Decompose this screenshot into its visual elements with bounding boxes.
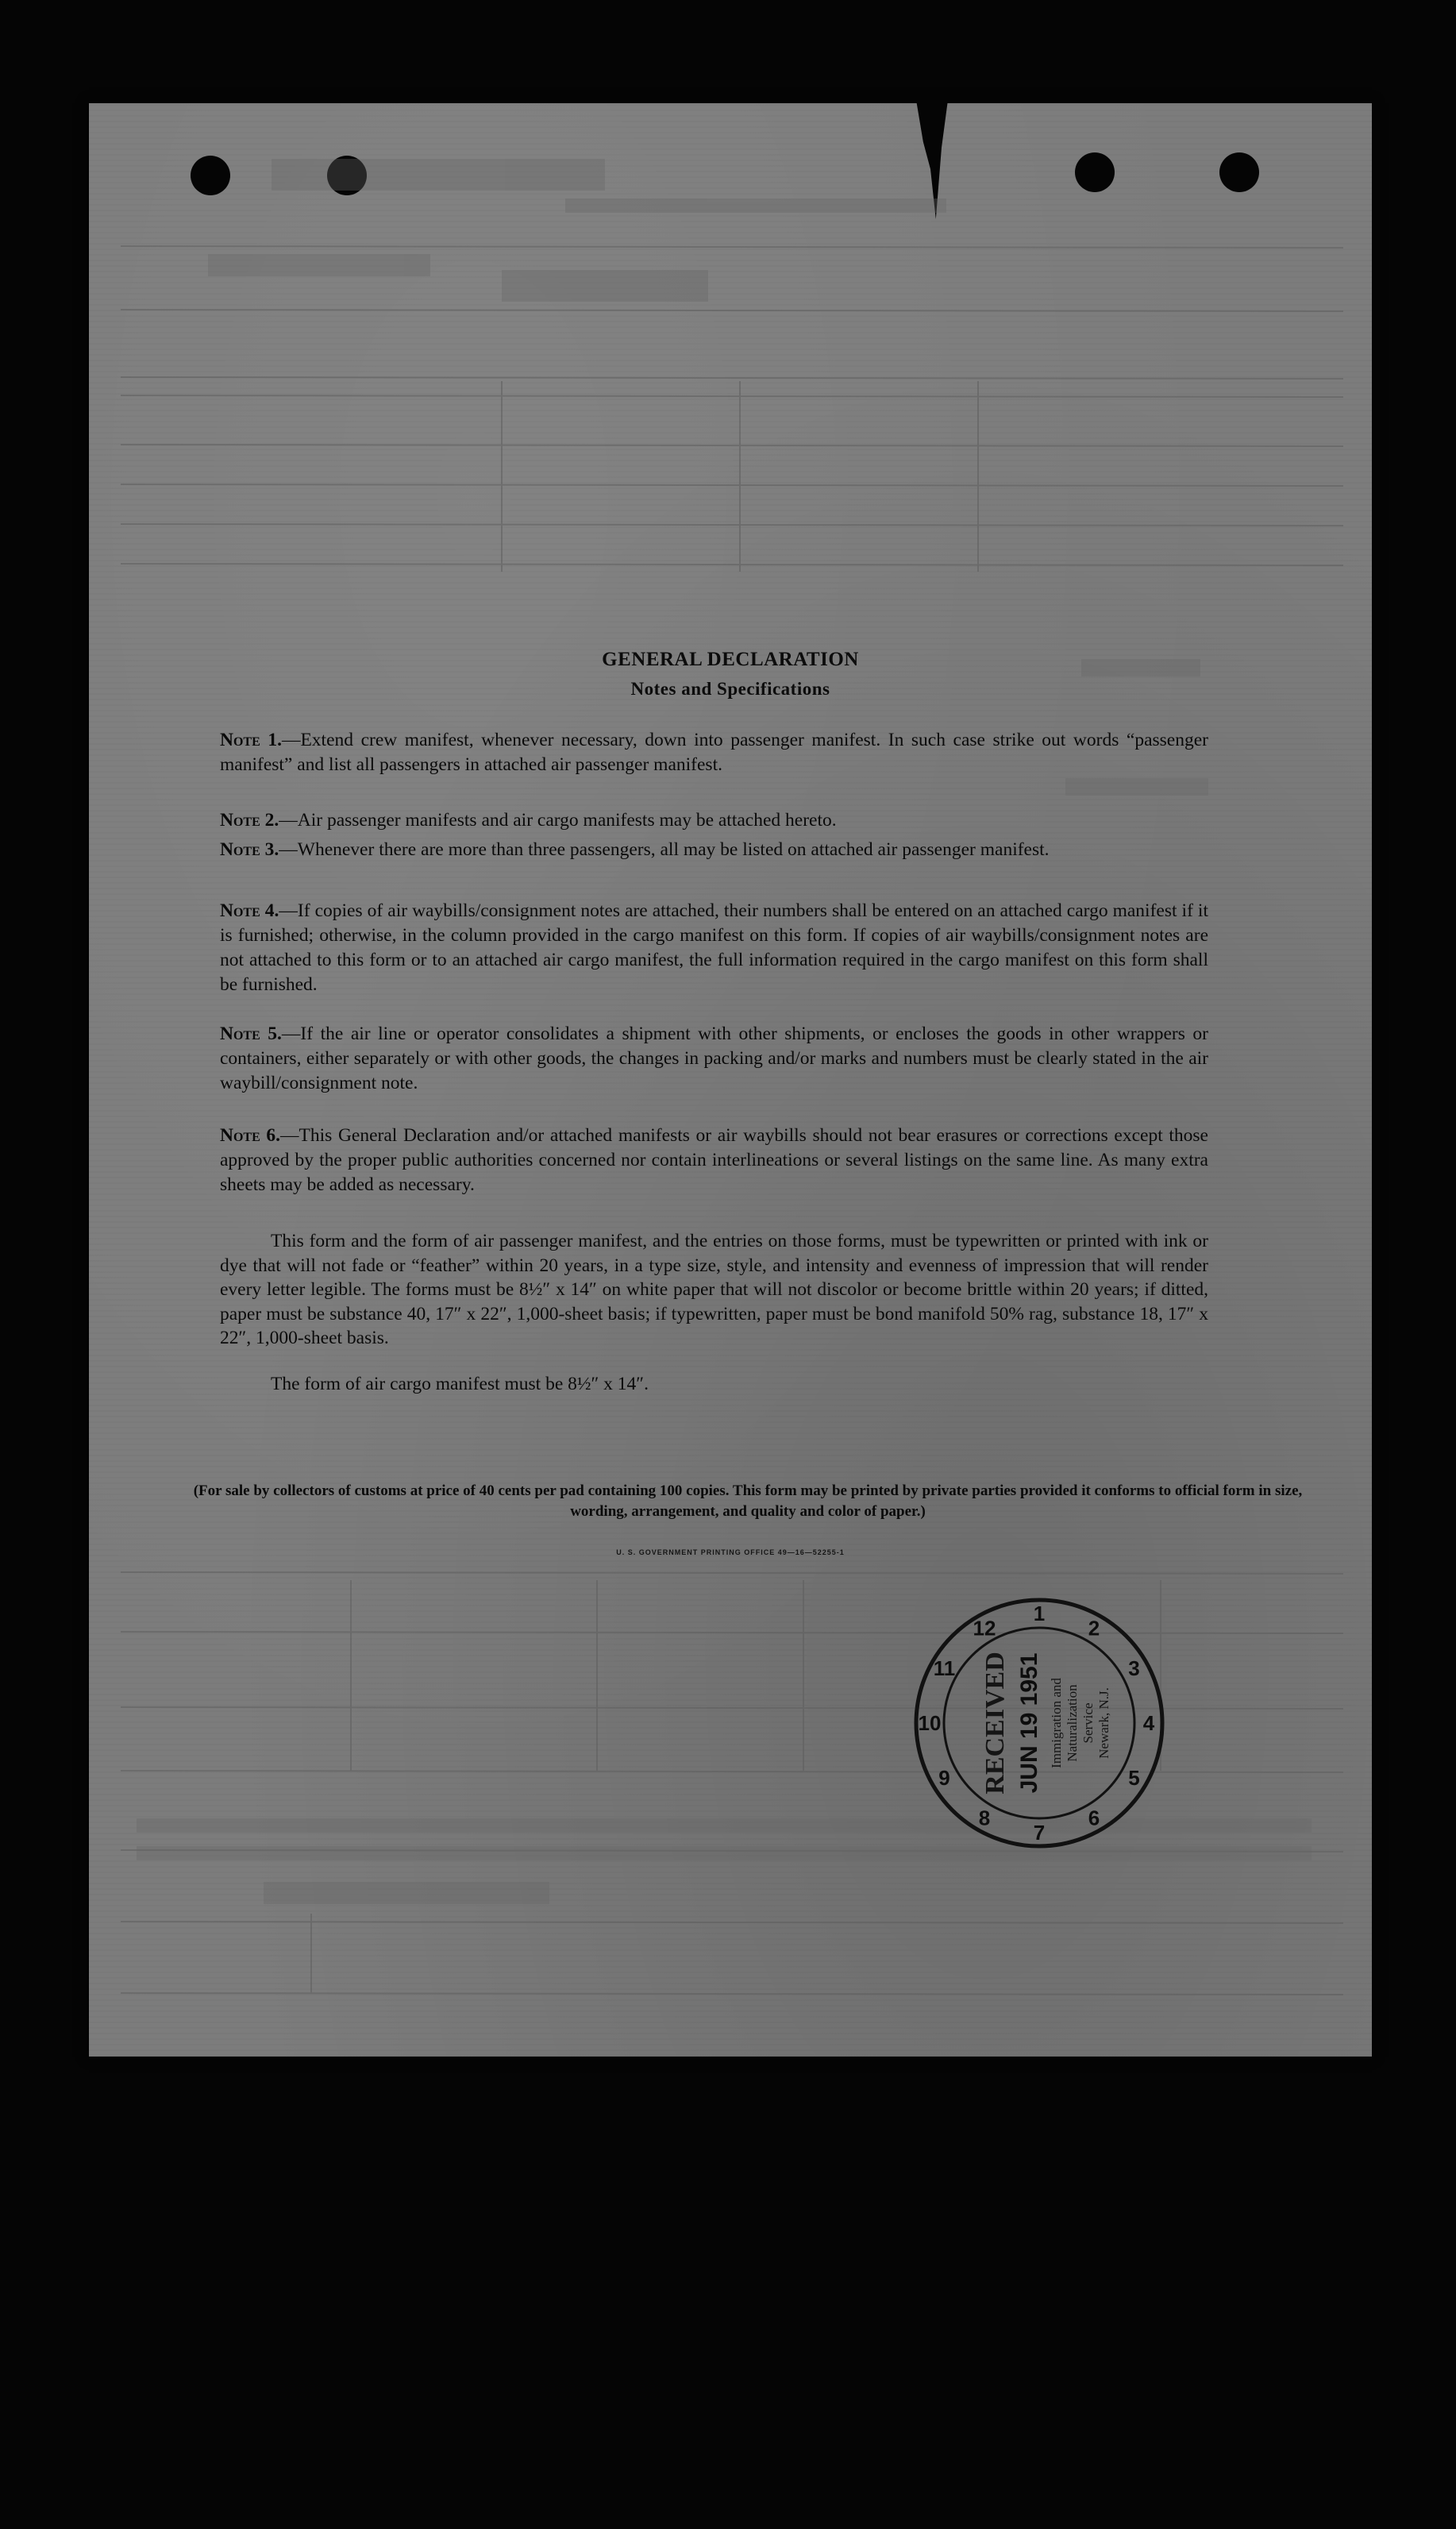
note-5 (220, 1022, 1208, 1096)
stamp-agency-line-4: Newark, N.J. (1096, 1687, 1111, 1759)
note-1 (220, 728, 1208, 777)
stamp-ring-digit: 6 (1088, 1806, 1100, 1830)
sale-note: (For sale by collectors of customs at price of 40 cents per pad containing 100 copies. This form may be printed by private parties provided it conforms to official form in size, wording, arrangement, and quality and color of paper.) (193, 1482, 1303, 1520)
note-2-text: —Air passenger manifests and air cargo manifests may be attached hereto. (279, 810, 837, 831)
punch-hole-left-2 (327, 156, 367, 195)
punch-hole-right-2 (1219, 152, 1259, 192)
stamp-agency-line-2: Naturalization (1065, 1684, 1080, 1762)
stamp-agency-line-1: Immigration and (1049, 1678, 1064, 1768)
note-2-label: Note 2. (220, 810, 279, 831)
note-2 (220, 808, 1208, 833)
stamp-ring-digit: 1 (1033, 1602, 1046, 1625)
stamp-ring-digit: 2 (1088, 1616, 1100, 1640)
stamp-ring-digit: 3 (1128, 1656, 1140, 1680)
stamp-ring-digit: 10 (918, 1711, 942, 1735)
stamp-ring-digit: 11 (933, 1656, 956, 1680)
note-5-text: —If the air line or operator consolidates a shipment with other shipments, or encloses the goods in other wrappers or containers, either separately or with other goods, the changes in packing and/or marks and numbers must be clearly stated in the air waybill/consignment note. (220, 1024, 1208, 1093)
stamp-ring-digit: 8 (978, 1806, 991, 1830)
cargo-manifest-size-line: The form of air cargo manifest must be 8½″ x 14″. (271, 1374, 649, 1394)
stamp-ring-digit: 4 (1142, 1711, 1155, 1735)
note-4-label: Note 4. (220, 900, 279, 921)
stamp-received-word-vertical: RECEIVED (980, 1652, 1010, 1795)
note-3 (220, 838, 1208, 862)
stamp-agency-line-3: Service (1080, 1702, 1096, 1744)
stamp-ring-digit: 12 (973, 1616, 996, 1640)
document-title: GENERAL DECLARATION (602, 649, 859, 670)
stamp-ring-digit: 7 (1033, 1821, 1046, 1845)
note-1-label: Note 1. (220, 730, 282, 750)
note-3-text: —Whenever there are more than three passengers, all may be listed on attached air passenger manifest. (279, 839, 1050, 860)
punch-hole-left (191, 156, 230, 195)
note-1-text: —Extend crew manifest, whenever necessary, down into passenger manifest. In such case strike out words “passenger manifest” and list all passengers in attached air passenger manifest. (220, 730, 1208, 775)
note-6-text: —This General Declaration and/or attached manifests or air waybills should not bear erasures or corrections except those approved by the proper public authorities concerned nor contain interlineations or several listings on the same line. As many extra sheets may be added as necessary. (220, 1125, 1208, 1195)
note-4 (220, 899, 1208, 997)
stamp-ring-digit: 5 (1128, 1766, 1140, 1790)
printing-office-imprint: U. S. GOVERNMENT PRINTING OFFICE 49—16—52255-1 (616, 1548, 845, 1556)
note-5-label: Note 5. (220, 1024, 282, 1044)
note-3-label: Note 3. (220, 839, 279, 860)
specifications-paragraph: This form and the form of air passenger manifest, and the entries on those forms, must be typewritten or printed with ink or dye that will not fade or “feather” within 20 years, in a type size, style, and intensity and evenness of impression that will render every letter legible. The forms must be 8½″ x 14″ on white paper that will not discolor or become brittle within 20 years; if ditted, paper must be substance 40, 17″ x 22″, 1,000-sheet basis; if typewritten, paper must be bond manifold 50% rag, substance 18, 17″ x 22″, 1,000-sheet basis. (220, 1231, 1208, 1348)
note-6 (220, 1124, 1208, 1197)
note-6-label: Note 6. (220, 1125, 281, 1146)
punch-hole-right (1075, 152, 1115, 192)
stamp-date: JUN 19 1951 (1016, 1652, 1042, 1794)
scanned-page (89, 103, 1372, 2057)
document-subtitle: Notes and Specifications (630, 679, 830, 699)
note-4-text: —If copies of air waybills/consignment notes are attached, their numbers shall be entered on an attached cargo manifest if it is furnished; otherwise, in the column provided in the cargo manifest on this form. If copies of air waybills/consignment notes are not attached to this form or to an attached air cargo manifest, the full information required in the cargo manifest on this form shall be furnished. (220, 900, 1208, 995)
received-stamp (908, 1592, 1170, 1854)
paper-tear (916, 100, 948, 219)
stamp-ring-digit: 9 (938, 1766, 950, 1790)
